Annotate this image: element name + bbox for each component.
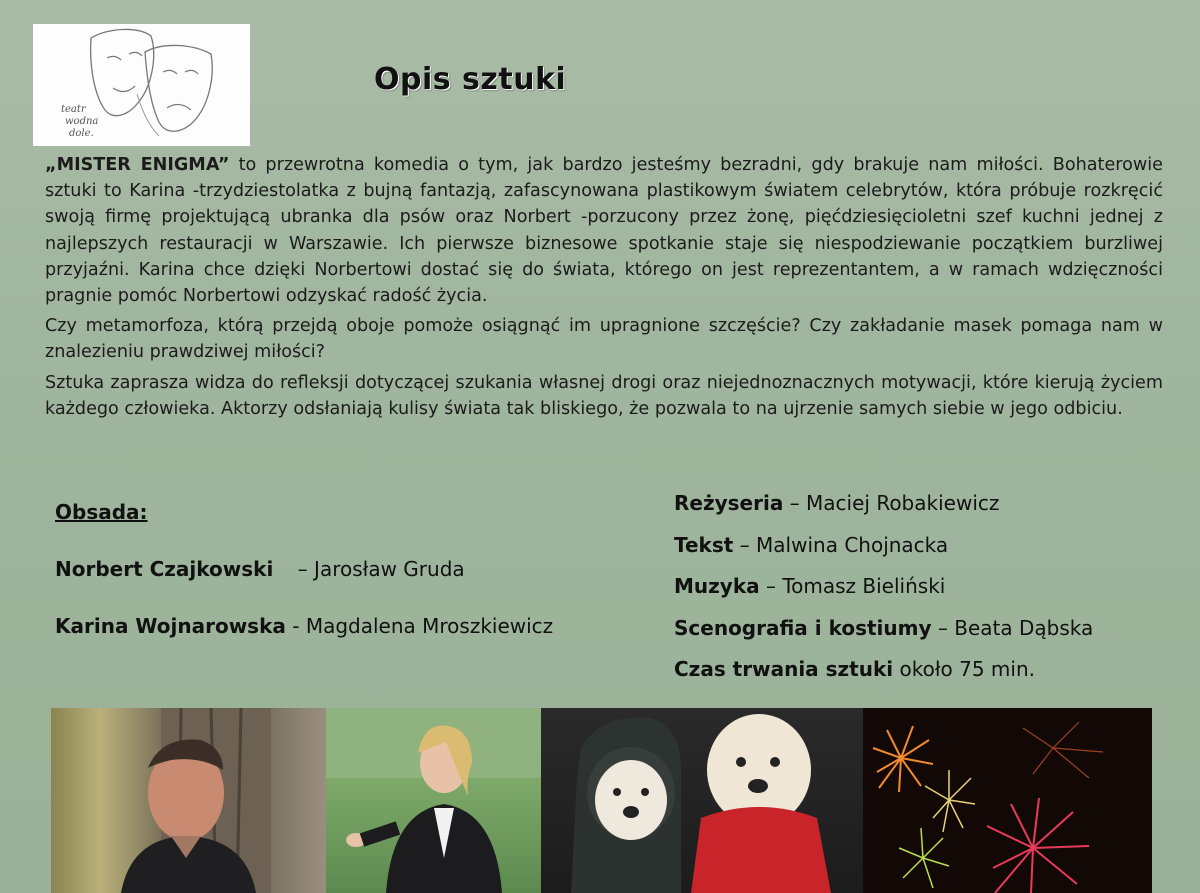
cast-heading: Obsada:	[55, 500, 148, 524]
cast-row	[55, 614, 553, 638]
woman-on-grass-photo	[326, 708, 541, 893]
fireworks-photo	[863, 708, 1152, 893]
cast-role: Norbert Czajkowski	[55, 557, 274, 581]
credit-label: Scenografia i kostiumy	[674, 615, 932, 640]
credit-value: – Tomasz Bieliński	[759, 574, 946, 598]
credit-label: Tekst	[674, 532, 734, 557]
theatre-logo	[33, 24, 250, 146]
cast-actor: Jarosław Gruda	[314, 557, 465, 581]
page-title: Opis sztuki	[374, 62, 567, 97]
credit-row	[674, 532, 1093, 574]
cast-actor: Magdalena Mroszkiewicz	[305, 614, 554, 638]
credit-row	[674, 656, 1093, 698]
credit-row	[674, 573, 1093, 615]
man-by-tree-photo	[51, 708, 326, 893]
credit-value: – Beata Dąbska	[931, 615, 1094, 640]
description-paragraph-1	[45, 152, 1163, 309]
logo-text-line-3: dole.	[69, 128, 94, 139]
credits-section	[674, 490, 1093, 698]
credit-label: Czas trwania sztuki	[674, 657, 894, 681]
credit-label: Reżyseria	[674, 491, 784, 515]
logo-text-line-2: wodna	[65, 116, 99, 127]
play-description	[45, 152, 1163, 426]
cast-separator: –	[291, 557, 315, 581]
cast-row	[55, 557, 465, 581]
credit-value: – Malwina Chojnacka	[733, 532, 949, 557]
cast-section	[55, 500, 655, 638]
description-paragraph-1-text: to przewrotna komedia o tym, jak bardzo jesteśmy bezradni, gdy brakuje nam miłości. Bohaterowie sztuki to Karina -trzydziestolatka z bujną fantazją, zafascynowana plastikowym światem celebrytów, która próbuje rozkręcić swoją firmę projektującą ubranka dla psów oraz Norbert -porzucony przez żonę, pięćdziesięcioletni szef kuchni jednej z najlepszych restauracji w Warszawie. Ich pierwsze biznesowe spotkanie staje się niespodziewanie początkiem burzliwej przyjaźni. Karina chce dzięki Norbertowi dostać się do świata, którego on jest reprezentantem, a w ramach wdzięczności pragnie pomóc Norbertowi odzyskać radość życia.	[45, 155, 1163, 307]
cast-role: Karina Wojnarowska	[55, 614, 286, 638]
play-name: „MISTER ENIGMA”	[45, 155, 230, 175]
credit-row	[674, 490, 1093, 532]
credit-row	[674, 615, 1093, 657]
logo-text-line-1: teatr	[61, 104, 86, 115]
two-dogs-photo	[541, 708, 863, 893]
credit-value: – Maciej Robakiewicz	[783, 491, 1000, 515]
cast-separator: -	[285, 614, 306, 638]
description-paragraph-2: Czy metamorfoza, którą przejdą oboje pomoże osiągnąć im upragnione szczęście? Czy zakładanie masek pomaga nam w znalezieniu prawdziwej miłości?	[45, 316, 1163, 363]
credit-value: około 75 min.	[893, 657, 1035, 681]
credit-label: Muzyka	[674, 574, 760, 598]
photo-strip	[51, 708, 1152, 893]
description-paragraph-3: Sztuka zaprasza widza do refleksji dotyczącej szukania własnej drogi oraz niejednoznacznych motywacji, które kierują życiem każdego człowieka. Aktorzy odsłaniają kulisy świata tak bliskiego, że pozwala to na ujrzenie samych siebie w jego odbiciu.	[45, 372, 1163, 419]
